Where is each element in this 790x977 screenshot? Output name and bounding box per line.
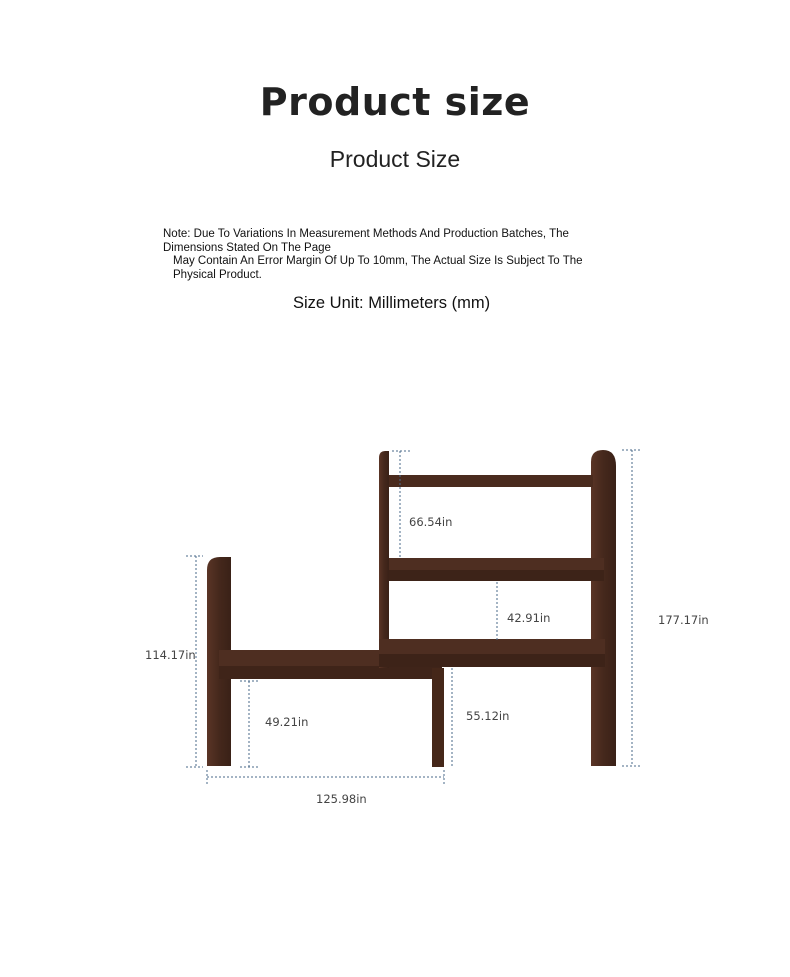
dim-top-shelf-height: 66.54in bbox=[409, 515, 453, 529]
right-unit-right-panel bbox=[591, 450, 616, 766]
left-shelf-front bbox=[219, 666, 442, 679]
dim-total-height: 177.17in bbox=[658, 613, 709, 627]
dim-bridge-height: 55.12in bbox=[466, 709, 510, 723]
size-unit-label: Size Unit: Millimeters (mm) bbox=[293, 294, 491, 312]
dimension-lines bbox=[186, 450, 640, 786]
note-line-2: May Contain An Error Margin Of Up To 10mm, The Actual Size Is Subject To The Physical Product. bbox=[173, 255, 583, 281]
top-shelf-board bbox=[389, 475, 593, 487]
page-subtitle: Product Size bbox=[329, 146, 461, 172]
middle-shelf-front bbox=[389, 570, 604, 581]
dim-left-leg-clearance: 49.21in bbox=[265, 715, 309, 729]
note-line-1: Note: Due To Variations In Measurement Methods And Production Batches, The Dimensions Stated On The Page bbox=[163, 228, 569, 254]
dim-left-height: 114.17in bbox=[145, 648, 196, 662]
right-unit-left-panel bbox=[379, 451, 389, 668]
bottom-shelf-front bbox=[379, 654, 605, 667]
page-title: Product size bbox=[259, 80, 531, 124]
left-unit-leg bbox=[432, 668, 444, 767]
dim-middle-shelf-gap: 42.91in bbox=[507, 611, 551, 625]
middle-shelf-board bbox=[389, 558, 604, 572]
dim-left-width: 125.98in bbox=[316, 792, 367, 806]
bottom-shelf-board bbox=[379, 639, 605, 656]
